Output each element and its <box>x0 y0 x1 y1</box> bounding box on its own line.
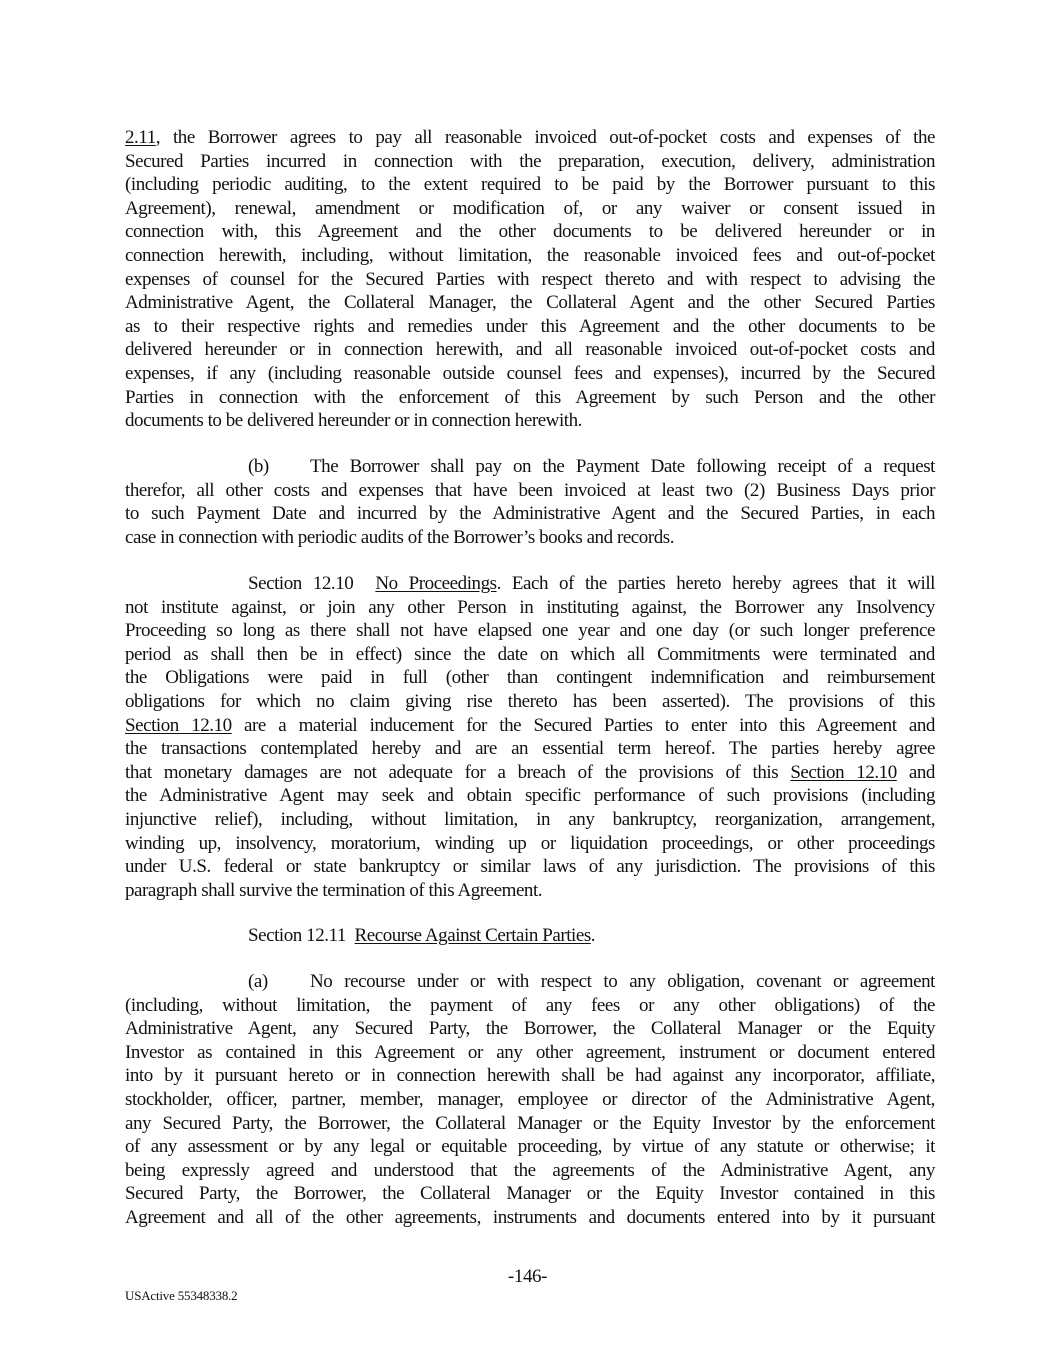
subsection-label: (b) <box>248 456 269 477</box>
text-line: delivered hereunder or in connection herewith, and all reasonable invoiced out-of-pocket costs and <box>125 339 935 361</box>
paragraph-costs-and-expenses <box>125 126 935 433</box>
page-number: -146- <box>507 1266 548 1287</box>
text-line: winding up, insolvency, moratorium, winding up or liquidation proceedings, or other proceedings <box>125 832 935 854</box>
text-line: injunctive relief), including, without limitation, in any bankruptcy, reorganization, arrangement, <box>125 808 935 830</box>
text-line: (including, without limitation, the payment of any fees or any other obligations) of the <box>125 994 935 1016</box>
section-ref-link[interactable]: Section 12.10 <box>125 714 232 736</box>
text-line: Secured Parties incurred in connection with the preparation, execution, delivery, administration <box>125 150 935 172</box>
text-line: being expressly agreed and understood that the agreements of the Administrative Agent, any <box>125 1159 935 1181</box>
text-line: the transactions contemplated hereby and are an essential term hereof. The parties hereby agree <box>125 738 935 760</box>
text-line: stockholder, officer, partner, member, manager, employee or director of the Administrative Agent, <box>125 1088 935 1110</box>
section-heading-line: Section 12.11 Recourse Against Certain Parties. <box>248 925 596 946</box>
text-line: not institute against, or join any other Person in instituting against, the Borrower any Insolvency <box>125 596 935 618</box>
text-line: therefor, all other costs and expenses that have been invoiced at least two (2) Business Days prior <box>125 479 935 501</box>
text-line: case in connection with periodic audits of the Borrower’s books and records. <box>125 526 675 548</box>
text-line: period as shall then be in effect) since the date on which all Commitments were terminated and <box>125 643 935 665</box>
text-line: as to their respective rights and remedies under this Agreement and the other documents to be <box>125 315 935 337</box>
text-line: the Administrative Agent may seek and obtain specific performance of such provisions (including <box>125 785 935 807</box>
section-12-11-paragraph-a <box>125 970 935 1230</box>
text-line: expenses of counsel for the Secured Parties with respect thereto and with respect to advising the <box>125 268 935 290</box>
section-number: Section 12.10 <box>248 573 354 594</box>
section-ref-link[interactable]: 2.11 <box>125 127 156 148</box>
text-line: documents to be delivered hereunder or in connection herewith. <box>125 410 582 432</box>
text-line: Investor as contained in this Agreement or any other agreement, instrument or document entered <box>125 1041 935 1063</box>
document-id: USActive 55348338.2 <box>125 1288 238 1303</box>
text-line: 2.11, the Borrower agrees to pay all reasonable invoiced out-of-pocket costs and expenses of the <box>125 127 935 148</box>
text-line: Agreement and all of the other agreements, instruments and documents entered into by it pursuant <box>125 1206 935 1228</box>
section-ref-link[interactable]: Section 12.10 <box>790 761 897 783</box>
section-heading-line: Section 12.10 No Proceedings. Each of the parties hereto hereby agrees that it will <box>248 573 935 594</box>
section-title: No Proceedings <box>375 573 497 594</box>
text-line: Proceeding so long as there shall not have elapsed one year and one day (or such longer preference <box>125 620 935 642</box>
paragraph-b <box>125 455 935 549</box>
text-line: connection herewith, including, without limitation, the reasonable invoiced fees and out-of-pocket <box>125 244 935 266</box>
text-line: any Secured Party, the Borrower, the Collateral Manager or the Equity Investor by the enforcement <box>125 1112 935 1134</box>
text-line: to such Payment Date and incurred by the Administrative Agent and the Secured Parties, in each <box>125 503 935 525</box>
section-12-10 <box>125 572 935 902</box>
text-line: under U.S. federal or state bankruptcy or similar laws of any jurisdiction. The provisions of this <box>125 856 935 878</box>
text-line: into by it pursuant hereto or in connection herewith shall be had against any incorporator, affiliate, <box>125 1065 935 1087</box>
text-line: Agreement), renewal, amendment or modification of, or any waiver or consent issued in <box>125 197 935 219</box>
text-line: Secured Party, the Borrower, the Collateral Manager or the Equity Investor contained in this <box>125 1183 935 1205</box>
text-line: expenses, if any (including reasonable outside counsel fees and expenses), incurred by the Secured <box>125 362 935 384</box>
text-line: obligations for which no claim giving rise thereto has been asserted). The provisions of this <box>125 690 935 712</box>
text-line: Section 12.10 are a material inducement for the Secured Parties to enter into this Agreement and <box>125 714 935 736</box>
text-line: connection with, this Agreement and the other documents to be delivered hereunder or in <box>125 221 935 243</box>
text-line: Parties in connection with the enforcement of this Agreement by such Person and the other <box>125 386 935 408</box>
text-line: (a) No recourse under or with respect to any obligation, covenant or agreement <box>248 971 935 992</box>
text-line: (b) The Borrower shall pay on the Payment Date following receipt of a request <box>248 456 935 477</box>
subsection-label: (a) <box>248 971 268 992</box>
text-line: paragraph shall survive the termination of this Agreement. <box>125 879 543 901</box>
text-line: Administrative Agent, the Collateral Manager, the Collateral Agent and the other Secured Parties <box>125 292 935 314</box>
section-title: Recourse Against Certain Parties <box>354 925 591 946</box>
section-12-11-heading <box>125 924 935 948</box>
text-line: Administrative Agent, any Secured Party, the Borrower, the Collateral Manager or the Equity <box>125 1018 935 1040</box>
text-line: that monetary damages are not adequate for a breach of the provisions of this Section 12.10 and <box>125 761 935 783</box>
text-line: of any assessment or by any legal or equitable proceeding, by virtue of any statute or otherwise; it <box>125 1136 935 1158</box>
text-line: the Obligations were paid in full (other than contingent indemnification and reimbursement <box>125 667 935 689</box>
section-number: Section 12.11 <box>248 925 346 946</box>
text-line: (including periodic auditing, to the extent required to be paid by the Borrower pursuant to this <box>125 174 935 196</box>
